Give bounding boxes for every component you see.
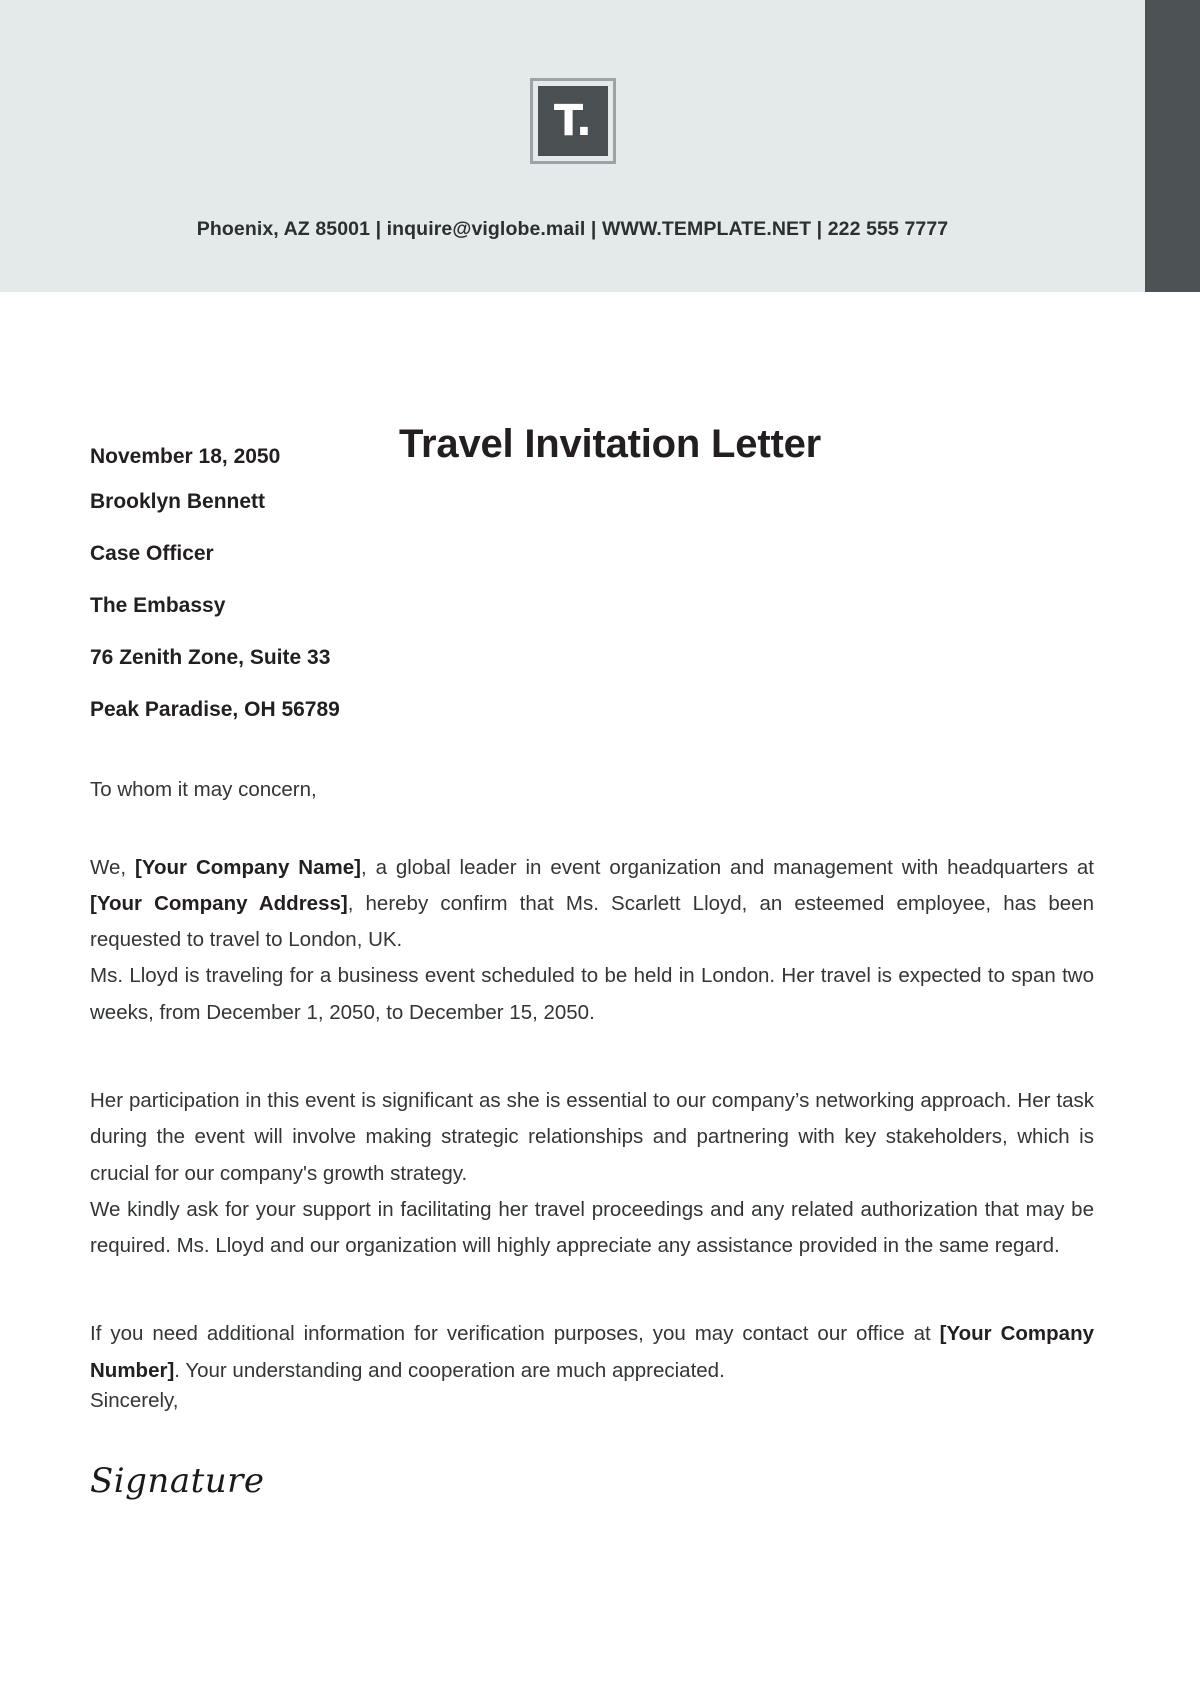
paragraph-contact-part2: . Your understanding and cooperation are much appreciated. [174,1358,725,1382]
header-accent-bar [1145,0,1200,292]
recipient-name: Brooklyn Bennett [90,490,266,514]
letter-content [0,445,1200,1501]
recipient-street: 76 Zenith Zone, Suite 33 [90,646,331,670]
paragraph-contact [90,1316,1094,1389]
paragraph-participation: Her participation in this event is significant as she is essential to our company’s networking approach. Her task during the event will involve making strategic relationships and partnering with key stakeholders, which is crucial for our company's growth strategy. [90,1088,1094,1185]
placeholder-company-name: [Your Company Name] [135,855,361,879]
page-title: Travel Invitation Letter [399,422,821,466]
logo-container [0,78,1145,164]
letter-body [0,292,1200,1501]
recipient-organization: The Embassy [90,594,226,618]
closing-line: Sincerely, [90,1388,179,1412]
paragraph-travel-details: Ms. Lloyd is traveling for a business event scheduled to be held in London. Her travel is expected to span two weeks, from December 1, 2050, to December 15, 2050. [90,964,1094,1024]
paragraph-intro-part2: , a global leader in event organization and management with headquarters at [360,855,1094,879]
logo-mark-text: T. [538,86,608,156]
header-contact-line: Phoenix, AZ 85001 | inquire@viglobe.mail | WWW.TEMPLATE.NET | 222 555 7777 [196,218,949,240]
recipient-role: Case Officer [90,542,214,566]
letterhead-header [0,0,1145,292]
paragraph-contact-part1: If you need additional information for verification purposes, you may contact our office at [90,1322,931,1346]
template-logo-icon [530,78,616,164]
paragraph-intro [90,850,1094,959]
placeholder-company-number: [Your Company Number] [90,1322,1094,1382]
signature: Signature [90,1460,265,1501]
paragraph-intro-part3: , hereby confirm that Ms. Scarlett Lloyd, an esteemed employee, has been requested to travel to London, UK. [90,891,1094,952]
address-block [90,445,1094,722]
salutation: To whom it may concern, [90,777,317,801]
letter-date: November 18, 2050 [90,445,281,468]
recipient-city: Peak Paradise, OH 56789 [90,698,340,722]
paragraph-intro-part1: We, [90,855,127,879]
placeholder-company-address: [Your Company Address] [90,891,348,915]
paragraph-request: We kindly ask for your support in facilitating her travel proceedings and any related authorization that may be required. Ms. Lloyd and our organization will highly appreciate any assistance provided in the same regard. [90,1197,1094,1258]
